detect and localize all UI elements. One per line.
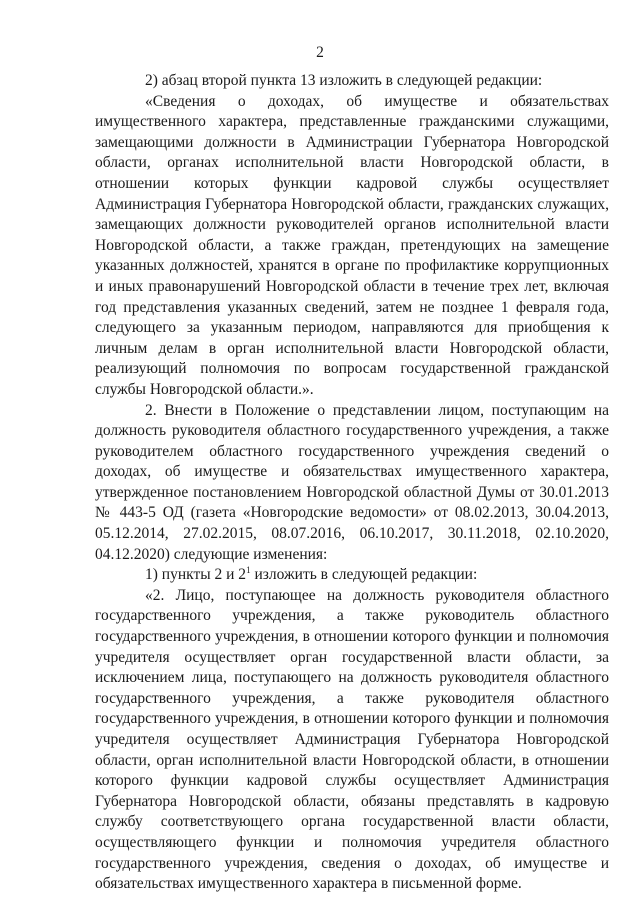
paragraph-new-point-2: «2. Лицо, поступающее на должность руководителя областного государственного учреждения, а также руководитель областного государственного учреждения, в отношении которого функции и полномочия учредителя осуществляет орган государственной власти области, за исключением лица, поступающего на должность руководителя областного государственного учреждения, а также руководителя областного государственного учреждения, в отношении которого функции и полномочия учредителя осуществляет Администрация Губернатора Новгородской области, орган исполнительной власти Новгородской области, в отношении которого функции кадровой службы осуществляет Администрация Губернатора Новгородской области, обязаны представлять в кадровую службу соответствующего органа государственной власти области, осуществляющего функции и полномочия учредителя областного государственного учреждения, сведения о доходах, об имуществе и обязательствах имущественного характера в письменной форме. [95, 586, 609, 893]
page-number: 2 [316, 44, 324, 61]
document-body [95, 71, 609, 895]
points-superscript: 1 [246, 565, 251, 576]
points-text-before: 1) пункты 2 и 2 [145, 566, 247, 584]
points-text-after: изложить в следующей редакции: [250, 566, 478, 584]
paragraph-amendment-heading: 2) абзац второй пункта 13 изложить в следующей редакции: [145, 72, 543, 89]
paragraph-item-2: 2. Внести в Положение о представлении лицом, поступающим на должность руководителя областного государственного учреждения, а также руководителем областного государственного учреждения сведений о доходах, об имуществе и обязательствах имущественного характера, утвержденное постановлением Новгородской областной Думы от 30.01.2013 № 443-5 ОД (газета «Новгородские ведомости» от 08.02.2013, 30.04.2013, 05.12.2014, 27.02.2015, 08.07.2016, 06.10.2017, 30.11.2018, 02.10.2020, 04.12.2020) следующие изменения: [95, 401, 609, 563]
paragraph-quoted-text: «Сведения о доходах, об имуществе и обязательствах имущественного характера, представленные гражданскими служащими, замещающими должности в Администрации Губернатора Новгородской области, органах исполнительной власти Новгородской области, в отношении которых функции кадровой службы осуществляет Администрация Губернатора Новгородской области, гражданских служащих, замещающих должности руководителей органов исполнительной власти Новгородской области, а также граждан, претендующих на замещение указанных должностей, хранятся в органе по профилактике коррупционных и иных правонарушений Новгородской области в течение трех лет, включая год представления указанных сведений, затем не позднее 1 февраля года, следующего за указанным периодом, направляются для приобщения к личным делам в орган исполнительной власти Новгородской области, реализующий полномочия по вопросам государственной гражданской службы Новгородской области.». [95, 92, 609, 398]
paragraph-points-heading [95, 565, 609, 586]
